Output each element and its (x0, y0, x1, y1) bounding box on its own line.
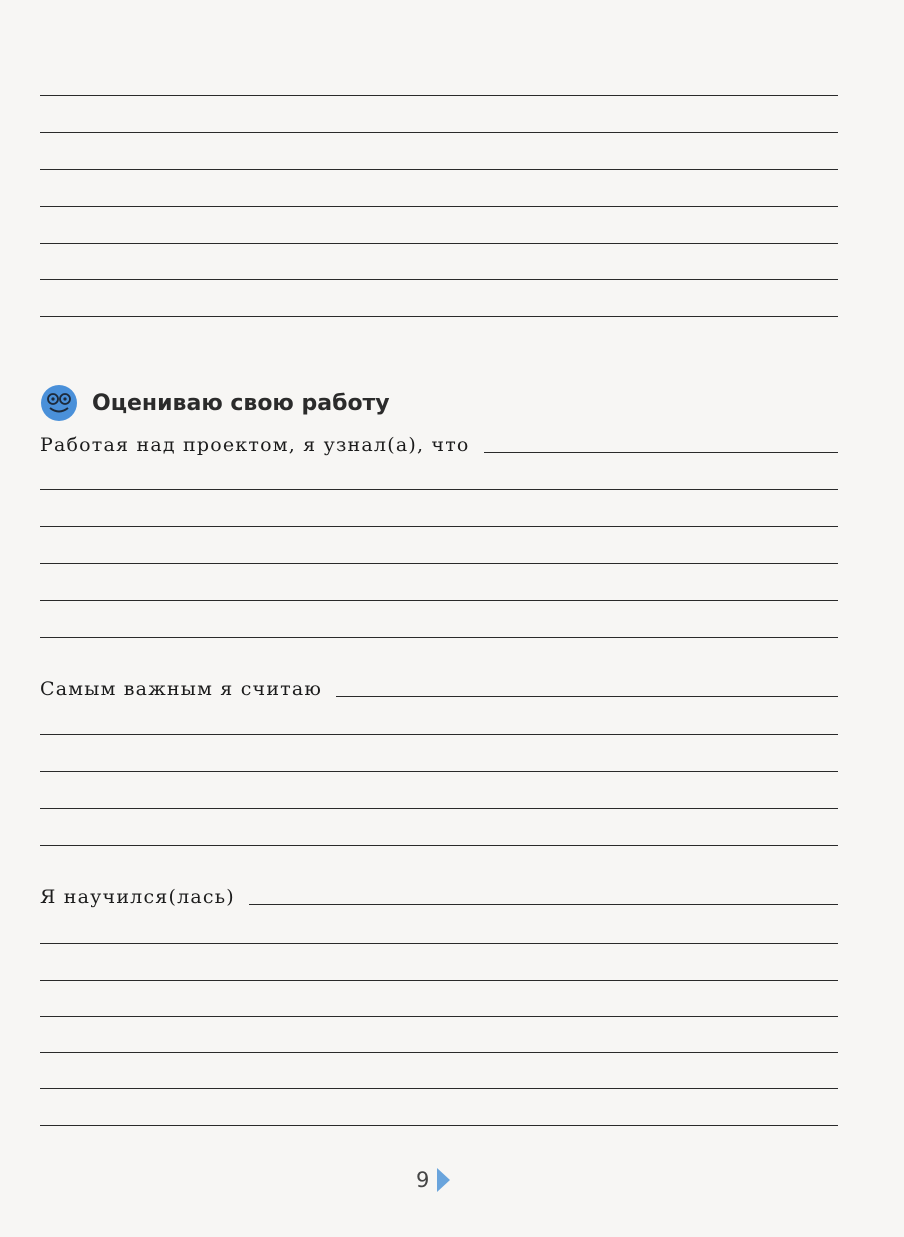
answer-line[interactable] (40, 734, 838, 735)
answer-line[interactable] (40, 943, 838, 944)
answer-line[interactable] (40, 206, 838, 207)
answer-line[interactable] (40, 637, 838, 638)
answer-line[interactable] (40, 489, 838, 490)
answer-line[interactable] (40, 1052, 838, 1053)
answer-line[interactable] (40, 169, 838, 170)
answer-line[interactable] (249, 904, 838, 905)
answer-line[interactable] (40, 771, 838, 772)
prompt-row (40, 678, 838, 700)
prompt-label: Работая над проектом, я узнал(а), что (40, 434, 470, 456)
prompt-row (40, 434, 838, 456)
prompt-label: Самым важным я считаю (40, 678, 323, 700)
prompt-row (40, 886, 838, 908)
answer-line[interactable] (40, 1016, 838, 1017)
answer-line[interactable] (40, 95, 838, 96)
answer-line[interactable] (40, 243, 838, 244)
answer-line[interactable] (40, 600, 838, 601)
next-page-arrow-icon (437, 1168, 450, 1192)
answer-line[interactable] (40, 132, 838, 133)
section-heading-text: Оцениваю свою работу (92, 390, 390, 416)
page-number-text: 9 (416, 1168, 430, 1192)
answer-line[interactable] (40, 1088, 838, 1089)
section-heading (40, 384, 390, 422)
answer-line[interactable] (40, 526, 838, 527)
answer-line[interactable] (40, 980, 838, 981)
answer-line[interactable] (40, 1125, 838, 1126)
answer-line[interactable] (40, 808, 838, 809)
answer-line[interactable] (40, 563, 838, 564)
answer-line[interactable] (40, 316, 838, 317)
answer-line[interactable] (40, 279, 838, 280)
answer-line[interactable] (336, 696, 838, 697)
answer-line[interactable] (484, 452, 838, 453)
answer-line[interactable] (40, 845, 838, 846)
smiley-face-icon (40, 384, 78, 422)
page-number (416, 1168, 450, 1192)
prompt-label: Я научился(лась) (40, 886, 235, 908)
